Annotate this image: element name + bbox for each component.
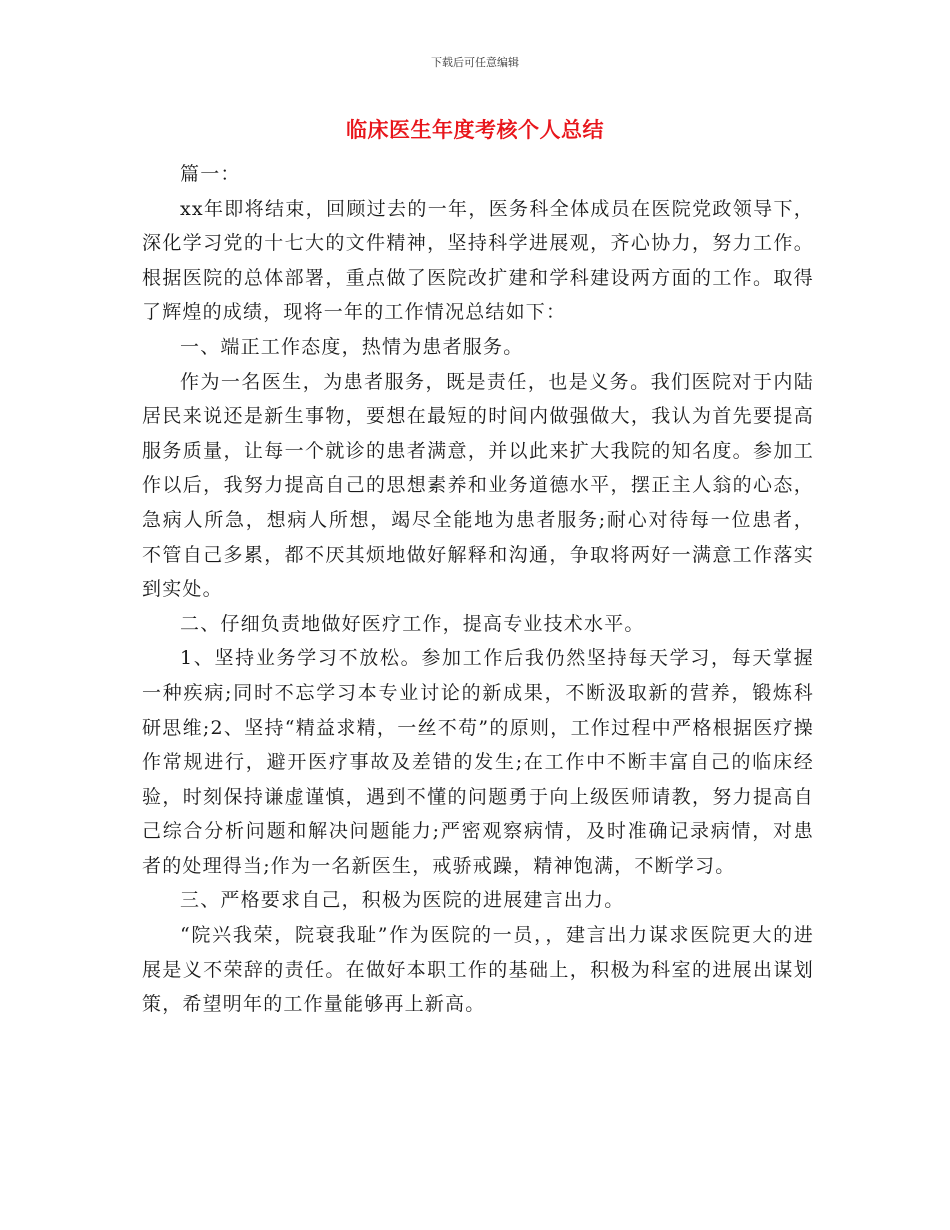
document-title: 临床医生年度考核个人总结 <box>346 118 604 142</box>
paragraph-intro: xx年即将结束，回顾过去的一年，医务科全体成员在医院党政领导下，深化学习党的十七大的文件精神，坚持科学进展观，齐心协力，努力工作。根据医院的总体部署，重点做了医院改扩建和学科建设两方面的工作。取得了辉煌的成绩，现将一年的工作情况总结如下： <box>142 197 814 324</box>
heading-section-1: 一、端正工作态度，热情为患者服务。 <box>180 335 524 358</box>
document-body <box>142 157 814 1022</box>
heading-section-2: 二、仔细负责地做好医疗工作，提高专业技术水平。 <box>180 612 645 635</box>
heading-section-3: 三、严格要求自己，积极为医院的进展建言出力。 <box>180 889 625 912</box>
paragraph-section-label: 篇一： <box>180 163 241 185</box>
paragraph-section-1: 作为一名医生，为患者服务，既是责任，也是义务。我们医院对于内陆居民来说还是新生事物，要想在最短的时间内做强做大，我认为首先要提高服务质量，让每一个就诊的患者满意，并以此来扩大我院的知名度。参加工作以后，我努力提高自己的思想素养和业务道德水平，摆正主人翁的心态，急病人所急，想病人所想，竭尽全能地为患者服务;耐心对待每一位患者，不管自己多累，都不厌其烦地做好解释和沟通，争取将两好一满意工作落实到实处。 <box>142 370 814 601</box>
paragraph-section-2: 1、坚持业务学习不放松。参加工作后我仍然坚持每天学习，每天掌握一种疾病;同时不忘学习本专业讨论的新成果，不断汲取新的营养，锻炼科研思维;2、坚持“精益求精，一丝不苟”的原则，工作过程中严格根据医疗操作常规进行，避开医疗事故及差错的发生;在工作中不断丰富自己的临床经验，时刻保持谦虚谨慎，遇到不懂的问题勇于向上级医师请教，努力提高自己综合分析问题和解决问题能力;严密观察病情，及时准确记录病情，对患者的处理得当;作为一名新医生，戒骄戒躁，精神饱满，不断学习。 <box>142 647 814 877</box>
paragraph-section-3: “院兴我荣，院衰我耻”作为医院的一员，，建言出力谋求医院更大的进展是义不荣辞的责任。在做好本职工作的基础上，积极为科室的进展出谋划策，希望明年的工作量能够再上新高。 <box>142 924 814 1016</box>
header-note: 下载后可任意编辑 <box>431 56 519 69</box>
